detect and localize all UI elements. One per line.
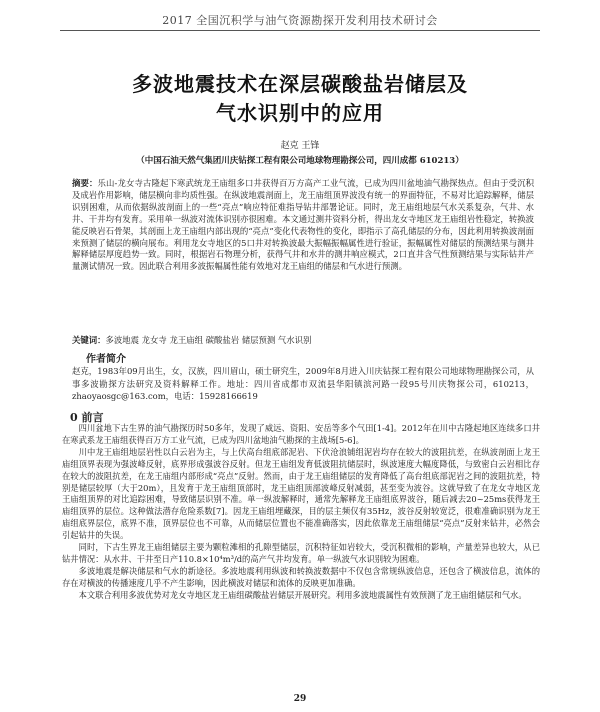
keywords-text: 多波地震 龙女寺 龙王庙组 碳酸盐岩 储层预测 气水识别 (105, 335, 312, 345)
title-line-2: 气水识别中的应用 (216, 101, 384, 125)
authors: 赵克 王锋 (280, 141, 320, 151)
abstract (72, 178, 534, 273)
body-paragraph: 多波地震是解决储层和气水的新途径。多波地震利用纵波和转换波数据中不仅包含常规纵波信息，还包含了横波信息，流体的存在对横波的传播速度几乎不产生影响，因此横波对储层和流体的反映更加准确。 (62, 565, 540, 588)
body-paragraph: 同时，下古生界龙王庙组储层主要为颗粒滩相的孔隙型储层，沉积特征如岩较大，受沉积微相的影响，产量差异也较大，从已钻井情况：从水井、干井至日产110.8×10⁴m³/d的高产气井均发育。单一纵波气水识别较为困难。 (62, 542, 540, 564)
author-bio: 赵克，1983年09月出生，女，汉族，四川眉山，硕士研究生，2009年8月进入川庆钻探工程有限公司地球物理勘探公司，从事多波勘探方法研究及资料解释工作。地址：四川省成都市双流县华阳镇滨河路一段95号川庆物探公司，610213，zhaoyaosgc@163.com，电话：15928166619 (72, 366, 534, 401)
body-paragraph: 川中龙王庙组地层岩性以白云岩为主，与上伏高台组底部泥岩、下伏沧浪铺组泥岩均存在较大的波阻抗差，在纵波剖面上龙王庙组顶界表现为强波峰反射，底界形成强波谷反射。但龙王庙组发育低波阻抗储层时，纵波速度大幅度降低，与致密白云岩相比存在较大的波阻抗差，在龙王庙组内部形成“亮点”反射。然而，由于龙王庙组储层的发育降低了高台组底部泥岩之间的波阻抗差，特别是储层较厚（大于20m），且发育于龙王庙组顶部时，龙王庙组顶部波峰反射减弱，甚至变为波谷。这就导致了在龙女寺地区龙王庙组顶界的对比追踪困难，导致储层识别不准。单一纵波解释时，通常先解释龙王庙组底界波谷，随后减去20~25ms获得龙王庙组顶界的层位。这种做法潜存危险系数[7]。因龙王庙组埋藏深，目的层主频仅有35Hz，波谷反射较宽泛，很难准确识别为龙王庙组底界层位，底界不准，顶界层位也不可靠，从而储层位置也不能准确落实，因此依靠龙王庙组储层“亮点”反射来钻井，必然会引起钻井的失误。 (62, 446, 540, 541)
page-number: 29 (293, 694, 307, 704)
keywords-label: 关键词： (72, 335, 106, 345)
section-body (62, 423, 540, 602)
running-head: 2017 全国沉积学与油气资源勘探开发利用技术研讨会 (162, 14, 438, 27)
title-line-1: 多波地震技术在深层碳酸盐岩储层及 (132, 72, 468, 96)
body-paragraph: 本文联合利用多波优势对龙女寺地区龙王庙组碳酸盐岩储层开展研究。利用多波地震属性有效预测了龙王庙组储层和气水。 (78, 589, 527, 600)
abstract-text: 乐山-龙女寺古隆起下寒武统龙王庙组多口井获得百万方高产工业气流，已成为四川盆地油气勘探热点。但由于受沉积及成岩作用影响，储层横向非均质性强。在纵波地震剖面上，龙王庙组顶界波没有统一的界面特征，不易对比追踪解释，储层识别困难，从而依据纵波剖面上的一些“亮点”响应特征难指导钻井部署论证。同时，龙王庙组地层气水关系复杂，气井、水井、干井均有发育。采用单一纵波对流体识别亦很困难。本文通过测井资料分析，得出龙女寺地区龙王庙组岩性稳定，转换波能反映岩石骨架，其剖面上龙王庙组内部出现的“亮点”变化代表物性的变化，即指示了高孔储层的分布，因此利用转换波剖面来预测了储层的横向展布。利用龙女寺地区的5口井对转换波最大振幅振幅属性进行验证，振幅属性对储层的预测结果与测井解释储层厚度趋势一致。同时，根据岩石物理分析，获得气井和水井的测井响应模式，2口直井含气性预测结果与实际钻井产量测试情况一致。因此联合利用多波振幅属性能有效地对龙王庙组的储层和气水进行预测。 (72, 178, 535, 272)
paper-title (60, 70, 540, 128)
body-paragraph: 四川盆地下古生界的油气勘探历时50多年，发现了威远、资阳、安岳等多个气田[1-4]。2012年在川中古隆起地区连续多口井在寒武系龙王庙组获得百万方工业气流，已成为四川盆地油气勘探的主战场[5-6]。 (62, 423, 540, 445)
abstract-label: 摘要： (72, 178, 98, 188)
section-heading: 0 前言 (70, 411, 104, 424)
keywords (72, 335, 534, 346)
header-rule (60, 30, 540, 31)
author-bio-heading: 作者简介 (86, 354, 126, 365)
affiliation: （中国石油天然气集团川庆钻探工程有限公司地球物理勘探公司，四川成都 610213） (136, 156, 464, 166)
